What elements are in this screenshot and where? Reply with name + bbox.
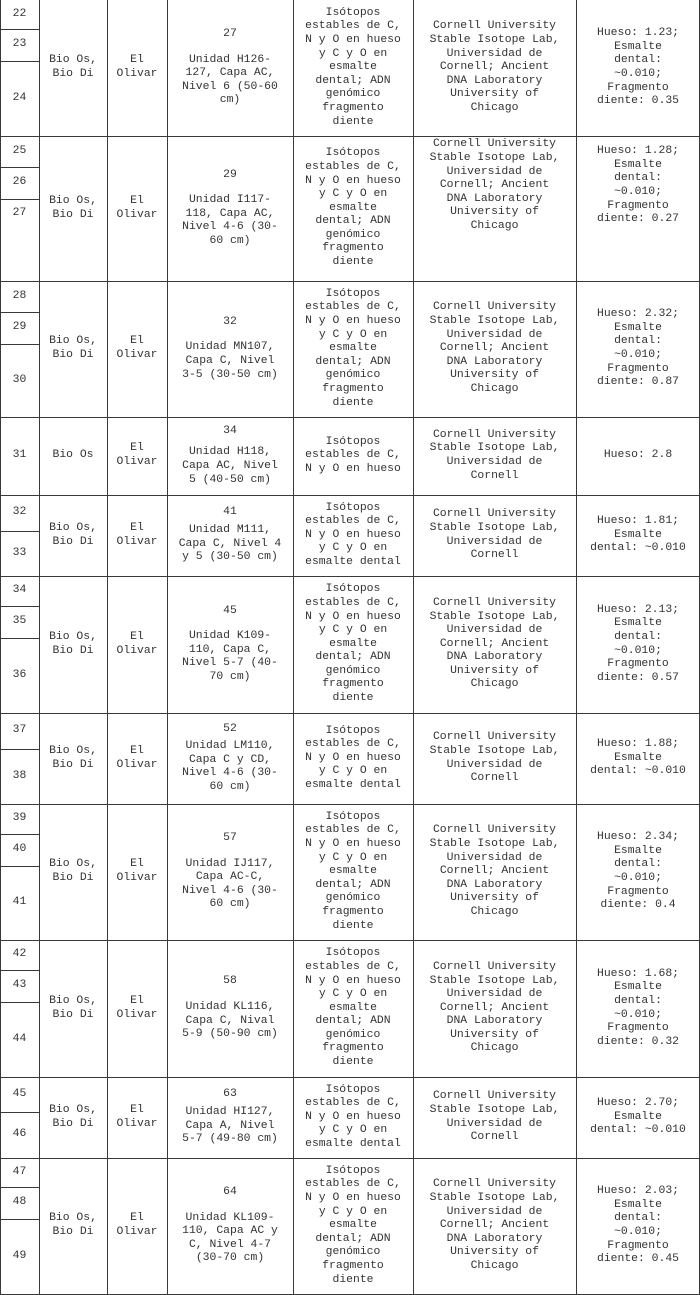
- sample-type: Bio Os, Bio Di: [49, 194, 97, 221]
- analysis-type: Isótopos estables de C, N y O en hueso y C y O en esmalte dental; ADN genómico fragmento diente: [305, 1164, 401, 1286]
- specimen-cell: [167, 576, 293, 713]
- analysis-type: Isótopos estables de C, N y O en hueso y C y O en esmalte dental; ADN genómico fragmento diente: [305, 810, 401, 932]
- row-number: 30: [12, 373, 27, 386]
- excavation-context: Unidad HI127, Capa A, Nivel 5-7 (49-80 cm): [182, 1105, 278, 1146]
- row-number: 28: [12, 289, 27, 302]
- row-number: 41: [12, 896, 27, 909]
- site-name: El Olivar: [116, 1103, 158, 1130]
- row-number: 34: [12, 584, 27, 597]
- result-values: Hueso: 2.8: [603, 449, 673, 462]
- row-number: 31: [12, 449, 27, 462]
- laboratory: Cornell University Stable Isotope Lab, Universidad de Cornell: [429, 731, 560, 785]
- specimen-cell: [167, 1158, 293, 1294]
- analysis-type: Isótopos estables de C, N y O en hueso: [305, 435, 401, 475]
- specimen-number: 58: [223, 975, 237, 988]
- analysis-type: Isótopos estables de C, N y O en hueso y C y O en esmalte dental; ADN genómico fragmento diente: [305, 147, 401, 269]
- row-number: 25: [12, 144, 27, 157]
- laboratory: Cornell University Stable Isotope Lab, Universidad de Cornell: [429, 428, 560, 482]
- specimen-cell: [167, 940, 293, 1077]
- row-number: 43: [12, 979, 27, 992]
- specimen-number: 34: [223, 424, 237, 437]
- site-name: El Olivar: [116, 858, 158, 884]
- row-number: 46: [12, 1128, 27, 1141]
- specimen-number: 64: [223, 1186, 237, 1199]
- row-number: 33: [12, 546, 27, 559]
- row-number: 37: [12, 724, 27, 737]
- site-name: El Olivar: [116, 194, 158, 221]
- excavation-context: Unidad H118, Capa AC, Nivel 5 (40-50 cm): [182, 446, 278, 486]
- excavation-context: Unidad MN107, Capa C, Nivel 3-5 (30-50 cm): [182, 341, 278, 381]
- result-values: Hueso: 2.32; Esmalte dental: ~0.010; Fragmento diente: 0.87: [596, 308, 680, 389]
- specimen-number: 27: [223, 28, 237, 41]
- specimen-cell: [167, 713, 293, 804]
- row-number: 35: [12, 615, 27, 628]
- laboratory: Cornell University Stable Isotope Lab, Universidad de Cornell; Ancient DNA Laboratory University of Chicago: [429, 301, 560, 395]
- specimen-number: 29: [223, 168, 237, 181]
- sample-type: Bio Os, Bio Di: [49, 858, 97, 884]
- sample-type: Bio Os, Bio Di: [49, 994, 97, 1021]
- specimen-cell: [167, 281, 293, 417]
- site-name: El Olivar: [116, 744, 158, 771]
- specimen-number: 32: [223, 315, 237, 328]
- row-number: 27: [12, 207, 27, 220]
- result-values: Hueso: 2.34; Esmalte dental: ~0.010; Fragmento diente: 0.4: [596, 831, 680, 912]
- sample-type: Bio Os, Bio Di: [49, 54, 97, 80]
- row-number: 39: [12, 812, 27, 825]
- laboratory: Cornell University Stable Isotope Lab, Universidad de Cornell; Ancient DNA Laboratory University of Chicago: [429, 596, 560, 691]
- result-values: Hueso: 2.03; Esmalte dental: ~0.010; Fragmento diente: 0.45: [596, 1185, 680, 1266]
- excavation-context: Unidad KL116, Capa C, Nival 5-9 (50-90 cm): [182, 1000, 278, 1041]
- laboratory: Cornell University Stable Isotope Lab, Universidad de Cornell: [429, 508, 560, 562]
- specimen-number: 41: [223, 506, 237, 519]
- result-values: Hueso: 1.23; Esmalte dental: ~0.010; Fragmento diente: 0.35: [596, 27, 680, 108]
- excavation-context: Unidad I117- 118, Capa AC, Nivel 4-6 (30- 60 cm): [182, 194, 278, 247]
- sample-type: Bio Os, Bio Di: [49, 744, 97, 771]
- analysis-type: Isótopos estables de C, N y O en hueso y C y O en esmalte dental: [305, 724, 401, 791]
- sample-type: Bio Os, Bio Di: [49, 1103, 97, 1130]
- row-number: 36: [12, 668, 27, 681]
- row-number: 22: [12, 7, 27, 20]
- specimen-cell: [167, 0, 293, 136]
- result-values: Hueso: 2.70; Esmalte dental: ~0.010: [590, 1097, 686, 1137]
- row-number: 49: [12, 1249, 27, 1262]
- excavation-context: Unidad H126- 127, Capa AC, Nivel 6 (50-60 cm): [182, 53, 278, 107]
- result-values: Hueso: 1.81; Esmalte dental: ~0.010: [590, 515, 686, 555]
- sample-type: Bio Os, Bio Di: [49, 1212, 97, 1238]
- laboratory: Cornell University Stable Isotope Lab, Universidad de Cornell: [429, 1090, 560, 1144]
- specimen-cell: [167, 495, 293, 576]
- excavation-context: Unidad KL109- 110, Capa AC y C, Nivel 4-7 (30-70 cm): [182, 1211, 278, 1265]
- result-values: Hueso: 1.88; Esmalte dental: ~0.010: [590, 738, 686, 778]
- result-values: Hueso: 1.68; Esmalte dental: ~0.010; Fragmento diente: 0.32: [596, 967, 680, 1048]
- laboratory: Cornell University Stable Isotope Lab, Universidad de Cornell; Ancient DNA Laboratory University of Chicago: [429, 20, 560, 114]
- row-number: 26: [12, 176, 27, 189]
- excavation-context: Unidad M111, Capa C, Nivel 4 y 5 (30-50 cm): [178, 523, 282, 564]
- row-number: 23: [12, 38, 27, 51]
- row-number: 48: [12, 1196, 27, 1209]
- result-values: Hueso: 2.13; Esmalte dental: ~0.010; Fragmento diente: 0.57: [596, 603, 680, 684]
- site-name: El Olivar: [116, 630, 158, 657]
- sample-type: Bio Os, Bio Di: [49, 630, 97, 657]
- laboratory: Cornell University Stable Isotope Lab, Universidad de Cornell; Ancient DNA Laboratory University of Chicago: [429, 960, 560, 1055]
- row-number: 29: [12, 321, 27, 334]
- row-number: 44: [12, 1032, 27, 1045]
- laboratory: Cornell University Stable Isotope Lab, Universidad de Cornell; Ancient DNA Laboratory University of Chicago: [429, 138, 560, 232]
- analysis-type: Isótopos estables de C, N y O en hueso y C y O en esmalte dental; ADN genómico fragmento diente: [305, 6, 401, 128]
- specimen-number: 63: [223, 1088, 237, 1101]
- analysis-type: Isótopos estables de C, N y O en hueso y C y O en esmalte dental: [305, 501, 401, 568]
- excavation-context: Unidad LM110, Capa C y CD, Nivel 4-6 (30- 60 cm): [182, 740, 278, 793]
- site-name: El Olivar: [116, 335, 158, 361]
- site-name: El Olivar: [116, 54, 158, 80]
- excavation-context: Unidad IJ117, Capa AC-C, Nivel 4-6 (30- 60 cm): [182, 857, 278, 911]
- specimen-cell: [167, 1077, 293, 1158]
- sample-type: Bio Os, Bio Di: [49, 335, 97, 361]
- specimen-number: 45: [223, 604, 237, 617]
- specimen-cell: [167, 804, 293, 940]
- row-number: 45: [12, 1087, 27, 1100]
- row-number: 24: [12, 91, 27, 104]
- specimen-cell: [167, 136, 293, 281]
- laboratory: Cornell University Stable Isotope Lab, Universidad de Cornell; Ancient DNA Laboratory University of Chicago: [429, 824, 560, 918]
- row-number: 38: [12, 769, 27, 782]
- row-number: 42: [12, 948, 27, 961]
- excavation-context: Unidad K109- 110, Capa C, Nivel 5-7 (40- 70 cm): [182, 630, 278, 683]
- row-number: 40: [12, 843, 27, 856]
- site-name: El Olivar: [116, 442, 158, 468]
- specimen-number: 52: [223, 722, 237, 735]
- site-name: El Olivar: [116, 994, 158, 1021]
- analysis-type: Isótopos estables de C, N y O en hueso y C y O en esmalte dental; ADN genómico fragmento diente: [305, 287, 401, 409]
- sample-type: Bio Os: [52, 449, 94, 462]
- specimen-number: 57: [223, 832, 237, 845]
- site-name: El Olivar: [116, 1212, 158, 1238]
- analysis-type: Isótopos estables de C, N y O en hueso y C y O en esmalte dental: [305, 1083, 401, 1150]
- result-values: Hueso: 1.28; Esmalte dental: ~0.010; Fragmento diente: 0.27: [596, 145, 680, 226]
- specimen-cell: [167, 417, 293, 495]
- sample-type: Bio Os, Bio Di: [49, 521, 97, 548]
- analysis-type: Isótopos estables de C, N y O en hueso y C y O en esmalte dental; ADN genómico fragmento diente: [305, 583, 401, 705]
- row-number: 32: [12, 506, 27, 519]
- row-number: 47: [12, 1165, 27, 1178]
- laboratory: Cornell University Stable Isotope Lab, Universidad de Cornell; Ancient DNA Laboratory University of Chicago: [429, 1178, 560, 1272]
- site-name: El Olivar: [116, 521, 158, 548]
- analysis-type: Isótopos estables de C, N y O en hueso y C y O en esmalte dental; ADN genómico fragmento diente: [305, 947, 401, 1069]
